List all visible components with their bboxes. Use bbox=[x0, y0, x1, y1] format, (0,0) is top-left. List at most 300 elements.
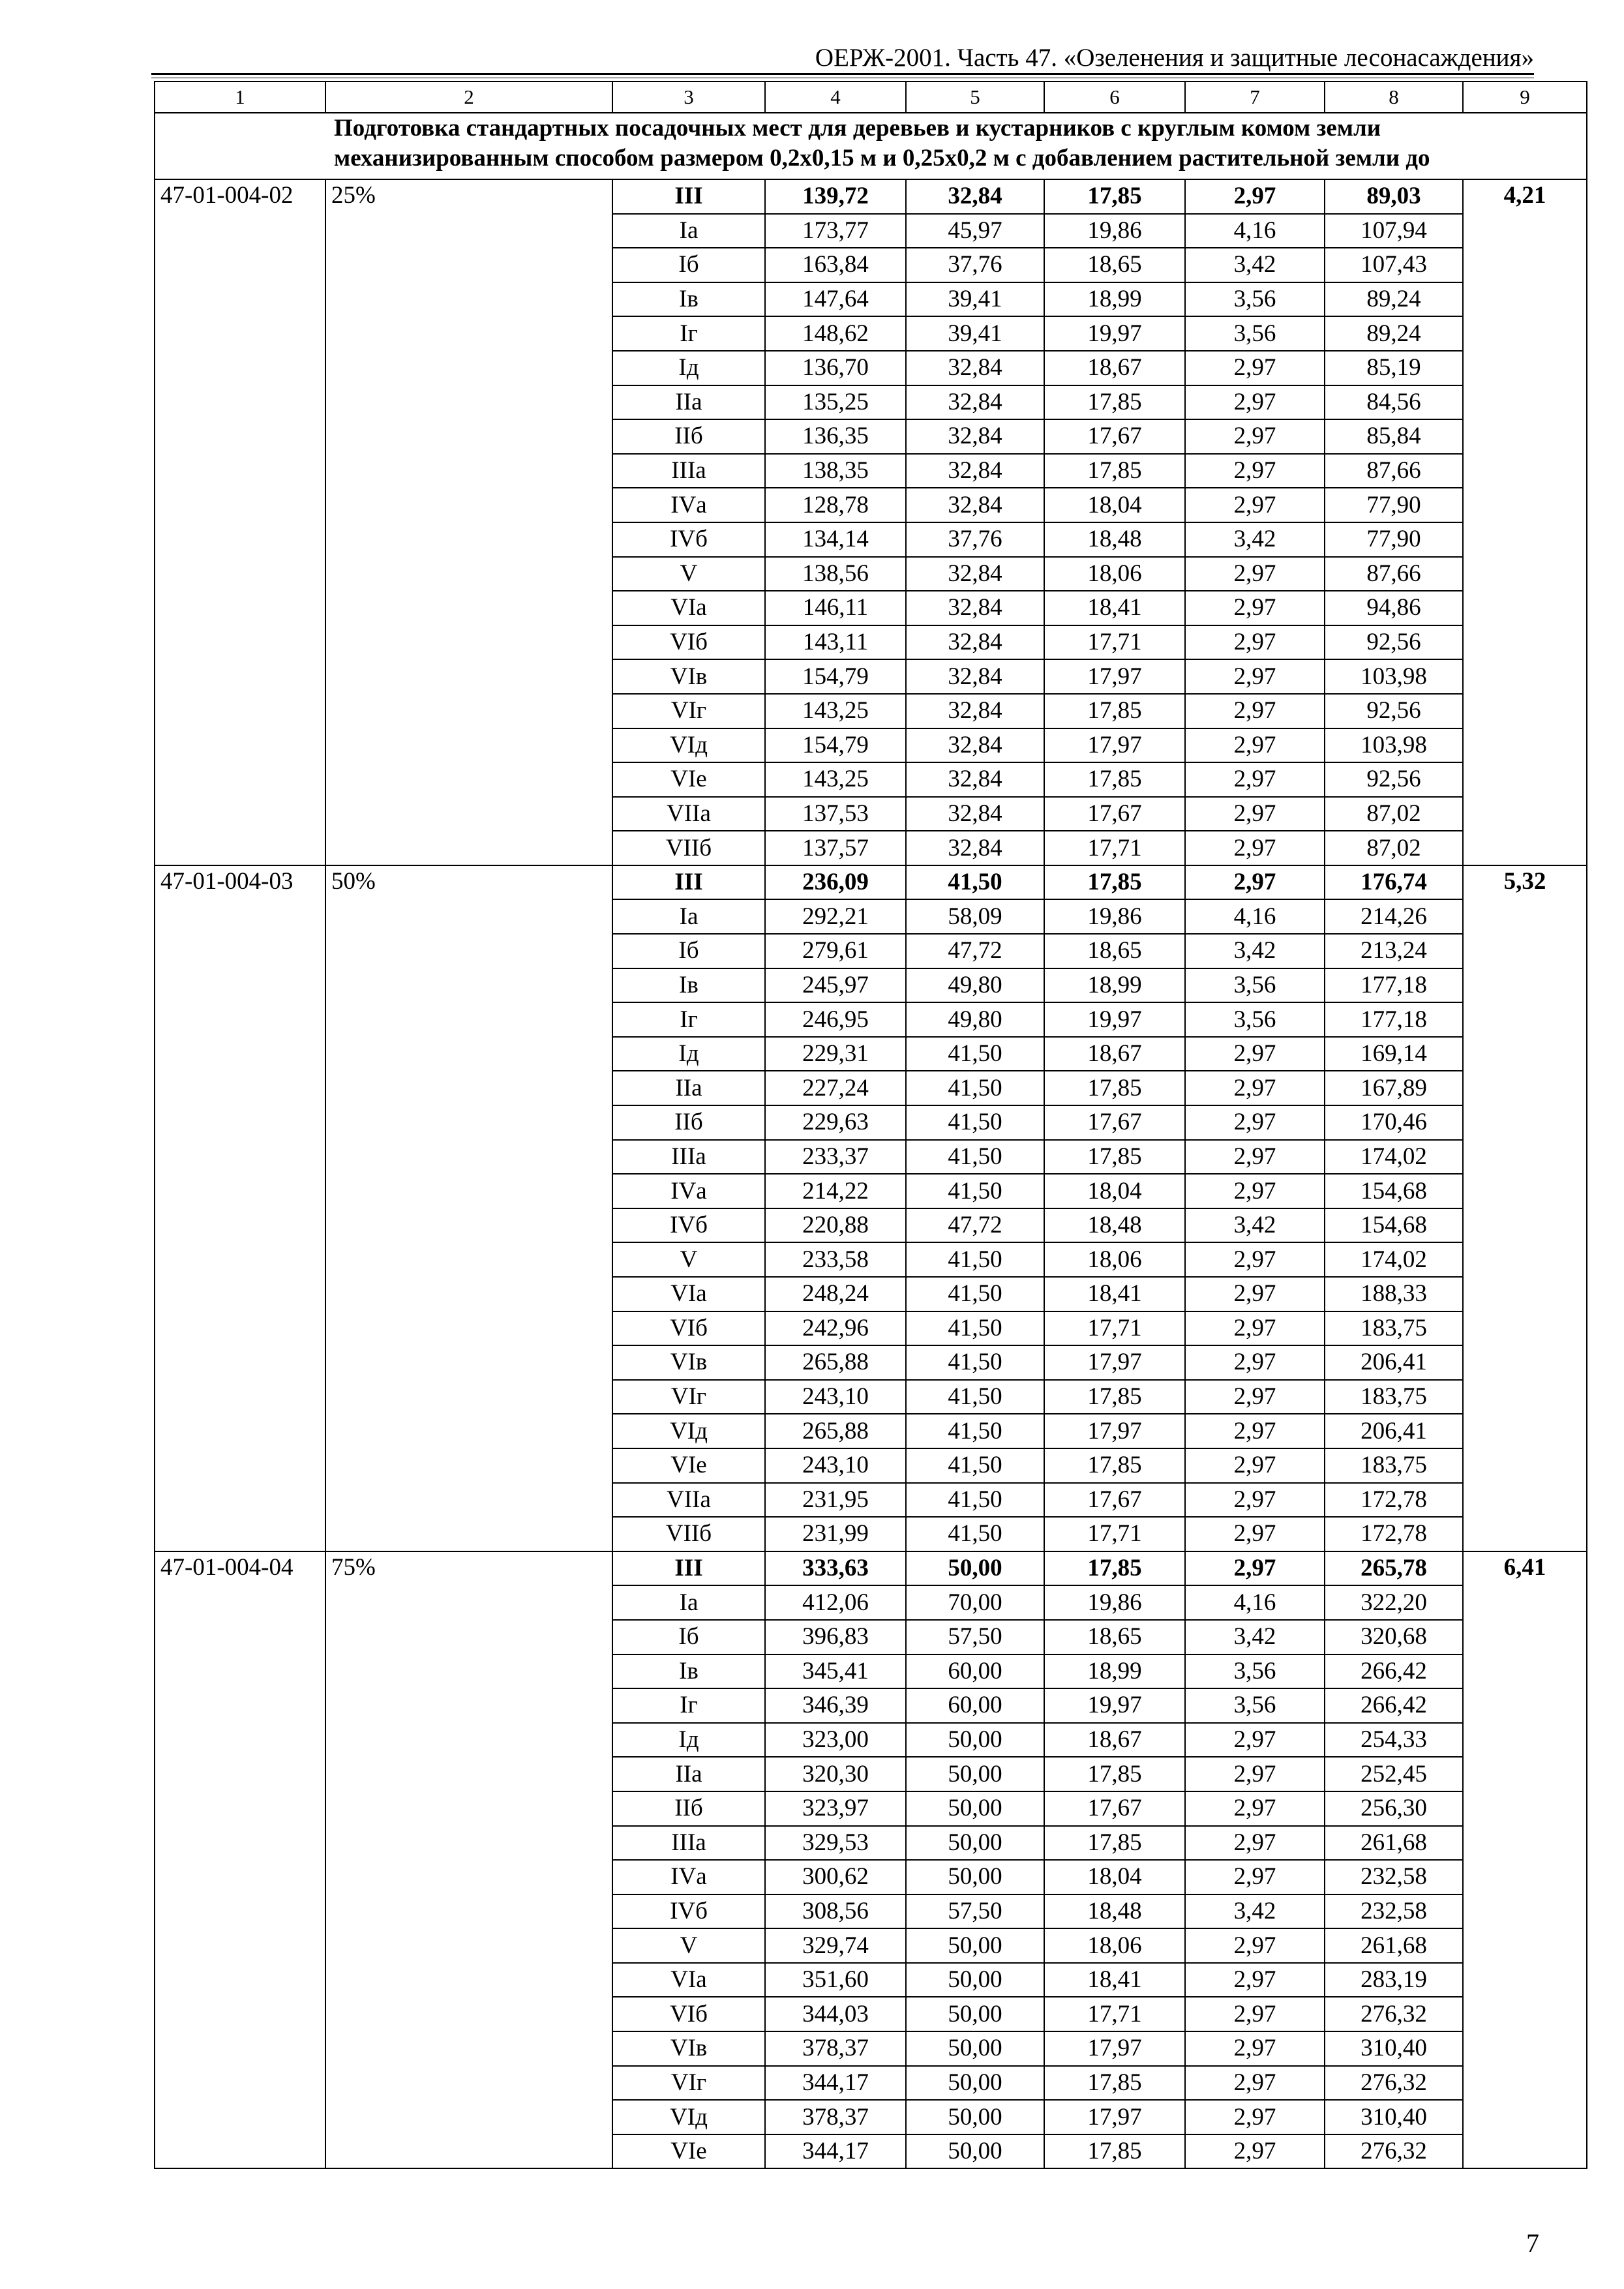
cost-value: 18,06 bbox=[1044, 557, 1185, 591]
cost-value: 39,41 bbox=[906, 282, 1044, 317]
cost-value: 261,68 bbox=[1325, 1928, 1463, 1963]
cost-value: 2,97 bbox=[1185, 557, 1325, 591]
cost-value: 412,06 bbox=[765, 1585, 906, 1620]
cost-value: 243,10 bbox=[765, 1448, 906, 1483]
cost-value: 2,97 bbox=[1185, 1140, 1325, 1174]
cost-value: 87,66 bbox=[1325, 557, 1463, 591]
cost-value: 163,84 bbox=[765, 248, 906, 282]
cost-value: 232,58 bbox=[1325, 1860, 1463, 1894]
page-header: ОЕРЖ-2001. Часть 47. «Озеленения и защитные лесонасаждения» bbox=[815, 44, 1534, 72]
cost-value: 206,41 bbox=[1325, 1414, 1463, 1448]
labor-total: 4,21 bbox=[1463, 179, 1587, 865]
cost-value: 17,67 bbox=[1044, 797, 1185, 831]
cost-value: 58,09 bbox=[906, 899, 1044, 934]
cost-value: 18,48 bbox=[1044, 1894, 1185, 1929]
cost-value: 2,97 bbox=[1185, 1345, 1325, 1380]
cost-value: 266,42 bbox=[1325, 1688, 1463, 1723]
zone-code: IIIа bbox=[612, 454, 765, 488]
zone-code: V bbox=[612, 1928, 765, 1963]
cost-value: 3,42 bbox=[1185, 1208, 1325, 1243]
cost-value: 2,97 bbox=[1185, 1448, 1325, 1483]
cost-value: 3,56 bbox=[1185, 282, 1325, 317]
cost-value: 279,61 bbox=[765, 934, 906, 968]
cost-value: 2,97 bbox=[1185, 1071, 1325, 1105]
zone-code: IVа bbox=[612, 488, 765, 522]
cost-value: 45,97 bbox=[906, 214, 1044, 248]
cost-value: 2,97 bbox=[1185, 694, 1325, 728]
cost-value: 276,32 bbox=[1325, 1997, 1463, 2031]
cost-value: 57,50 bbox=[906, 1894, 1044, 1929]
cost-value: 19,97 bbox=[1044, 1002, 1185, 1037]
cost-value: 17,85 bbox=[1044, 2134, 1185, 2169]
cost-value: 41,50 bbox=[906, 1174, 1044, 1208]
cost-value: 47,72 bbox=[906, 934, 1044, 968]
cost-value: 2,97 bbox=[1185, 351, 1325, 385]
cost-value: 3,56 bbox=[1185, 1688, 1325, 1723]
cost-value: 17,85 bbox=[1044, 1380, 1185, 1414]
cost-value: 57,50 bbox=[906, 1620, 1044, 1654]
soil-percent: 25% bbox=[325, 179, 612, 865]
cost-value: 254,33 bbox=[1325, 1723, 1463, 1758]
cost-value: 256,30 bbox=[1325, 1791, 1463, 1826]
cost-value: 87,02 bbox=[1325, 831, 1463, 865]
zone-code: VIа bbox=[612, 591, 765, 625]
cost-value: 243,10 bbox=[765, 1380, 906, 1414]
cost-value: 323,97 bbox=[765, 1791, 906, 1826]
cost-value: 41,50 bbox=[906, 1517, 1044, 1551]
zone-code: VIе bbox=[612, 762, 765, 797]
zone-code: Iв bbox=[612, 282, 765, 317]
cost-value: 2,97 bbox=[1185, 1757, 1325, 1791]
cost-value: 17,71 bbox=[1044, 831, 1185, 865]
cost-value: 41,50 bbox=[906, 1448, 1044, 1483]
zone-code: Iг bbox=[612, 316, 765, 351]
cost-value: 50,00 bbox=[906, 1997, 1044, 2031]
cost-value: 41,50 bbox=[906, 1380, 1044, 1414]
cost-value: 39,41 bbox=[906, 316, 1044, 351]
cost-value: 154,68 bbox=[1325, 1208, 1463, 1243]
cost-value: 41,50 bbox=[906, 1071, 1044, 1105]
cost-value: 170,46 bbox=[1325, 1105, 1463, 1140]
cost-value: 2,97 bbox=[1185, 419, 1325, 454]
cost-value: 41,50 bbox=[906, 1140, 1044, 1174]
zone-code: III bbox=[612, 179, 765, 214]
cost-value: 2,97 bbox=[1185, 1277, 1325, 1311]
zone-code: VIг bbox=[612, 1380, 765, 1414]
cost-value: 2,97 bbox=[1185, 591, 1325, 625]
cost-value: 32,84 bbox=[906, 659, 1044, 694]
cost-value: 92,56 bbox=[1325, 625, 1463, 660]
cost-value: 2,97 bbox=[1185, 1105, 1325, 1140]
soil-percent: 75% bbox=[325, 1551, 612, 2169]
cost-value: 344,17 bbox=[765, 2134, 906, 2169]
cost-value: 2,97 bbox=[1185, 454, 1325, 488]
cost-value: 41,50 bbox=[906, 1483, 1044, 1518]
cost-value: 2,97 bbox=[1185, 1037, 1325, 1071]
cost-value: 89,24 bbox=[1325, 282, 1463, 317]
cost-value: 50,00 bbox=[906, 1723, 1044, 1758]
cost-value: 220,88 bbox=[765, 1208, 906, 1243]
zone-code: VIд bbox=[612, 1414, 765, 1448]
page-number: 7 bbox=[1526, 2228, 1539, 2258]
cost-value: 32,84 bbox=[906, 557, 1044, 591]
cost-value: 17,67 bbox=[1044, 1105, 1185, 1140]
zone-code: Iб bbox=[612, 1620, 765, 1654]
zone-code: VIе bbox=[612, 2134, 765, 2169]
cost-value: 32,84 bbox=[906, 351, 1044, 385]
column-number-row bbox=[155, 82, 1587, 113]
cost-value: 41,50 bbox=[906, 1037, 1044, 1071]
cost-value: 17,97 bbox=[1044, 2100, 1185, 2134]
cost-value: 396,83 bbox=[765, 1620, 906, 1654]
cost-value: 84,56 bbox=[1325, 385, 1463, 420]
cost-value: 2,97 bbox=[1185, 1997, 1325, 2031]
cost-value: 18,06 bbox=[1044, 1928, 1185, 1963]
cost-value: 32,84 bbox=[906, 454, 1044, 488]
cost-value: 2,97 bbox=[1185, 1551, 1325, 1586]
cost-value: 18,04 bbox=[1044, 488, 1185, 522]
cost-value: 143,25 bbox=[765, 762, 906, 797]
cost-value: 2,97 bbox=[1185, 831, 1325, 865]
cost-value: 89,24 bbox=[1325, 316, 1463, 351]
zone-code: Iд bbox=[612, 351, 765, 385]
cost-value: 2,97 bbox=[1185, 625, 1325, 660]
cost-value: 89,03 bbox=[1325, 179, 1463, 214]
cost-value: 2,97 bbox=[1185, 728, 1325, 763]
cost-value: 32,84 bbox=[906, 419, 1044, 454]
labor-total: 5,32 bbox=[1463, 865, 1587, 1551]
cost-value: 17,97 bbox=[1044, 728, 1185, 763]
cost-value: 233,37 bbox=[765, 1140, 906, 1174]
cost-value: 18,99 bbox=[1044, 282, 1185, 317]
cost-value: 70,00 bbox=[906, 1585, 1044, 1620]
cost-value: 17,85 bbox=[1044, 179, 1185, 214]
cost-value: 232,58 bbox=[1325, 1894, 1463, 1929]
column-number: 5 bbox=[906, 82, 1044, 113]
zone-code: Iг bbox=[612, 1688, 765, 1723]
cost-value: 265,88 bbox=[765, 1414, 906, 1448]
column-number: 3 bbox=[612, 82, 765, 113]
cost-value: 3,42 bbox=[1185, 522, 1325, 557]
cost-value: 137,53 bbox=[765, 797, 906, 831]
cost-value: 85,19 bbox=[1325, 351, 1463, 385]
cost-value: 17,97 bbox=[1044, 2031, 1185, 2066]
cost-value: 172,78 bbox=[1325, 1517, 1463, 1551]
cost-value: 32,84 bbox=[906, 728, 1044, 763]
section-title-row bbox=[155, 113, 1587, 179]
cost-value: 3,56 bbox=[1185, 968, 1325, 1003]
zone-code: Iб bbox=[612, 248, 765, 282]
cost-value: 17,85 bbox=[1044, 1448, 1185, 1483]
cost-value: 17,97 bbox=[1044, 1345, 1185, 1380]
table-row bbox=[155, 865, 1587, 900]
zone-code: IIIа bbox=[612, 1140, 765, 1174]
zone-code: VIб bbox=[612, 1997, 765, 2031]
cost-value: 266,42 bbox=[1325, 1654, 1463, 1689]
zone-code: IIб bbox=[612, 1105, 765, 1140]
cost-value: 346,39 bbox=[765, 1688, 906, 1723]
cost-value: 3,56 bbox=[1185, 316, 1325, 351]
header-rule bbox=[151, 73, 1534, 75]
norms-table bbox=[154, 81, 1587, 2169]
cost-value: 3,42 bbox=[1185, 248, 1325, 282]
cost-value: 177,18 bbox=[1325, 1002, 1463, 1037]
cost-value: 310,40 bbox=[1325, 2100, 1463, 2134]
cost-value: 47,72 bbox=[906, 1208, 1044, 1243]
cost-value: 3,42 bbox=[1185, 1620, 1325, 1654]
cost-value: 236,09 bbox=[765, 865, 906, 900]
cost-value: 103,98 bbox=[1325, 659, 1463, 694]
column-number: 6 bbox=[1044, 82, 1185, 113]
cost-value: 18,41 bbox=[1044, 591, 1185, 625]
cost-value: 265,88 bbox=[765, 1345, 906, 1380]
cost-value: 229,31 bbox=[765, 1037, 906, 1071]
cost-value: 276,32 bbox=[1325, 2134, 1463, 2169]
zone-code: VIг bbox=[612, 2066, 765, 2101]
cost-value: 17,71 bbox=[1044, 1311, 1185, 1346]
cost-value: 344,17 bbox=[765, 2066, 906, 2101]
cost-value: 17,67 bbox=[1044, 1483, 1185, 1518]
cost-value: 3,56 bbox=[1185, 1654, 1325, 1689]
cost-value: 322,20 bbox=[1325, 1585, 1463, 1620]
cost-value: 233,58 bbox=[765, 1242, 906, 1277]
cost-value: 265,78 bbox=[1325, 1551, 1463, 1586]
cost-value: 50,00 bbox=[906, 1757, 1044, 1791]
rate-code: 47-01-004-02 bbox=[155, 179, 325, 865]
cost-value: 146,11 bbox=[765, 591, 906, 625]
cost-value: 18,48 bbox=[1044, 522, 1185, 557]
cost-value: 50,00 bbox=[906, 2066, 1044, 2101]
cost-value: 147,64 bbox=[765, 282, 906, 317]
cost-value: 87,02 bbox=[1325, 797, 1463, 831]
cost-value: 137,57 bbox=[765, 831, 906, 865]
cost-value: 41,50 bbox=[906, 1277, 1044, 1311]
cost-value: 173,77 bbox=[765, 214, 906, 248]
cost-value: 77,90 bbox=[1325, 488, 1463, 522]
cost-value: 2,97 bbox=[1185, 1414, 1325, 1448]
column-number: 7 bbox=[1185, 82, 1325, 113]
cost-value: 3,42 bbox=[1185, 934, 1325, 968]
zone-code: IIб bbox=[612, 1791, 765, 1826]
cost-value: 60,00 bbox=[906, 1688, 1044, 1723]
cost-value: 94,86 bbox=[1325, 591, 1463, 625]
cost-value: 19,86 bbox=[1044, 1585, 1185, 1620]
cost-value: 276,32 bbox=[1325, 2066, 1463, 2101]
zone-code: VIв bbox=[612, 659, 765, 694]
cost-value: 32,84 bbox=[906, 179, 1044, 214]
cost-value: 18,04 bbox=[1044, 1860, 1185, 1894]
cost-value: 2,97 bbox=[1185, 762, 1325, 797]
cost-value: 154,79 bbox=[765, 728, 906, 763]
cost-value: 37,76 bbox=[906, 522, 1044, 557]
cost-value: 183,75 bbox=[1325, 1311, 1463, 1346]
cost-value: 18,65 bbox=[1044, 248, 1185, 282]
cost-value: 283,19 bbox=[1325, 1963, 1463, 1997]
cost-value: 345,41 bbox=[765, 1654, 906, 1689]
cost-value: 17,85 bbox=[1044, 1551, 1185, 1586]
cost-value: 17,97 bbox=[1044, 1414, 1185, 1448]
cost-value: 18,41 bbox=[1044, 1277, 1185, 1311]
zone-code: VIг bbox=[612, 694, 765, 728]
cost-value: 17,67 bbox=[1044, 419, 1185, 454]
cost-value: 2,97 bbox=[1185, 1174, 1325, 1208]
cost-value: 50,00 bbox=[906, 1826, 1044, 1861]
soil-percent: 50% bbox=[325, 865, 612, 1551]
cost-value: 17,71 bbox=[1044, 1997, 1185, 2031]
cost-value: 245,97 bbox=[765, 968, 906, 1003]
section-title: Подготовка стандартных посадочных мест для деревьев и кустарников с круглым комом земли механизированным способом размером 0,2х0,15 м и 0,25х0,2 м с добавлением растительной земли до bbox=[155, 113, 1587, 179]
cost-value: 19,86 bbox=[1044, 214, 1185, 248]
cost-value: 2,97 bbox=[1185, 1380, 1325, 1414]
cost-value: 50,00 bbox=[906, 1928, 1044, 1963]
cost-value: 17,85 bbox=[1044, 694, 1185, 728]
cost-value: 41,50 bbox=[906, 1345, 1044, 1380]
cost-value: 103,98 bbox=[1325, 728, 1463, 763]
cost-value: 2,97 bbox=[1185, 488, 1325, 522]
cost-value: 17,71 bbox=[1044, 1517, 1185, 1551]
cost-value: 41,50 bbox=[906, 1242, 1044, 1277]
cost-value: 172,78 bbox=[1325, 1483, 1463, 1518]
cost-value: 206,41 bbox=[1325, 1345, 1463, 1380]
zone-code: VIв bbox=[612, 1345, 765, 1380]
cost-value: 18,67 bbox=[1044, 351, 1185, 385]
cost-value: 2,97 bbox=[1185, 2134, 1325, 2169]
zone-code: VIб bbox=[612, 625, 765, 660]
cost-value: 32,84 bbox=[906, 831, 1044, 865]
zone-code: VIв bbox=[612, 2031, 765, 2066]
cost-value: 246,95 bbox=[765, 1002, 906, 1037]
cost-value: 18,67 bbox=[1044, 1723, 1185, 1758]
cost-value: 261,68 bbox=[1325, 1826, 1463, 1861]
cost-value: 378,37 bbox=[765, 2100, 906, 2134]
cost-value: 134,14 bbox=[765, 522, 906, 557]
cost-value: 17,85 bbox=[1044, 865, 1185, 900]
zone-code: IVа bbox=[612, 1860, 765, 1894]
cost-value: 2,97 bbox=[1185, 797, 1325, 831]
zone-code: IVб bbox=[612, 1208, 765, 1243]
cost-value: 231,95 bbox=[765, 1483, 906, 1518]
cost-value: 41,50 bbox=[906, 1414, 1044, 1448]
cost-value: 183,75 bbox=[1325, 1380, 1463, 1414]
cost-value: 320,30 bbox=[765, 1757, 906, 1791]
cost-value: 50,00 bbox=[906, 2134, 1044, 2169]
cost-value: 50,00 bbox=[906, 1860, 1044, 1894]
cost-value: 49,80 bbox=[906, 1002, 1044, 1037]
column-number: 2 bbox=[325, 82, 612, 113]
cost-value: 2,97 bbox=[1185, 2031, 1325, 2066]
cost-value: 3,42 bbox=[1185, 1894, 1325, 1929]
cost-value: 4,16 bbox=[1185, 899, 1325, 934]
cost-value: 344,03 bbox=[765, 1997, 906, 2031]
cost-value: 50,00 bbox=[906, 1963, 1044, 1997]
cost-value: 2,97 bbox=[1185, 1517, 1325, 1551]
zone-code: Iв bbox=[612, 1654, 765, 1689]
cost-value: 154,68 bbox=[1325, 1174, 1463, 1208]
cost-value: 174,02 bbox=[1325, 1140, 1463, 1174]
cost-value: 292,21 bbox=[765, 899, 906, 934]
cost-value: 176,74 bbox=[1325, 865, 1463, 900]
cost-value: 2,97 bbox=[1185, 1483, 1325, 1518]
cost-value: 41,50 bbox=[906, 1311, 1044, 1346]
zone-code: III bbox=[612, 1551, 765, 1586]
cost-value: 213,24 bbox=[1325, 934, 1463, 968]
cost-value: 32,84 bbox=[906, 488, 1044, 522]
zone-code: VIа bbox=[612, 1277, 765, 1311]
cost-value: 41,50 bbox=[906, 865, 1044, 900]
cost-value: 49,80 bbox=[906, 968, 1044, 1003]
cost-value: 2,97 bbox=[1185, 1791, 1325, 1826]
cost-value: 329,53 bbox=[765, 1826, 906, 1861]
zone-code: Iв bbox=[612, 968, 765, 1003]
cost-value: 85,84 bbox=[1325, 419, 1463, 454]
cost-value: 18,99 bbox=[1044, 968, 1185, 1003]
zone-code: VIд bbox=[612, 2100, 765, 2134]
cost-value: 351,60 bbox=[765, 1963, 906, 1997]
cost-value: 32,84 bbox=[906, 591, 1044, 625]
cost-value: 2,97 bbox=[1185, 1928, 1325, 1963]
zone-code: Iг bbox=[612, 1002, 765, 1037]
cost-value: 18,06 bbox=[1044, 1242, 1185, 1277]
cost-value: 135,25 bbox=[765, 385, 906, 420]
cost-value: 107,43 bbox=[1325, 248, 1463, 282]
cost-value: 248,24 bbox=[765, 1277, 906, 1311]
cost-value: 107,94 bbox=[1325, 214, 1463, 248]
cost-value: 148,62 bbox=[765, 316, 906, 351]
zone-code: VIIб bbox=[612, 1517, 765, 1551]
cost-value: 138,35 bbox=[765, 454, 906, 488]
cost-value: 41,50 bbox=[906, 1105, 1044, 1140]
zone-code: VIа bbox=[612, 1963, 765, 1997]
zone-code: Iа bbox=[612, 1585, 765, 1620]
cost-value: 2,97 bbox=[1185, 1826, 1325, 1861]
cost-value: 2,97 bbox=[1185, 1860, 1325, 1894]
cost-value: 252,45 bbox=[1325, 1757, 1463, 1791]
cost-value: 3,56 bbox=[1185, 1002, 1325, 1037]
cost-value: 50,00 bbox=[906, 2031, 1044, 2066]
cost-value: 32,84 bbox=[906, 625, 1044, 660]
zone-code: III bbox=[612, 865, 765, 900]
cost-value: 183,75 bbox=[1325, 1448, 1463, 1483]
cost-value: 32,84 bbox=[906, 762, 1044, 797]
cost-value: 32,84 bbox=[906, 694, 1044, 728]
zone-code: Iа bbox=[612, 899, 765, 934]
cost-value: 167,89 bbox=[1325, 1071, 1463, 1105]
cost-value: 18,65 bbox=[1044, 1620, 1185, 1654]
cost-value: 323,00 bbox=[765, 1723, 906, 1758]
rate-code: 47-01-004-04 bbox=[155, 1551, 325, 2169]
cost-value: 17,97 bbox=[1044, 659, 1185, 694]
cost-value: 2,97 bbox=[1185, 179, 1325, 214]
cost-value: 32,84 bbox=[906, 385, 1044, 420]
cost-value: 143,25 bbox=[765, 694, 906, 728]
cost-value: 320,68 bbox=[1325, 1620, 1463, 1654]
zone-code: V bbox=[612, 557, 765, 591]
cost-value: 128,78 bbox=[765, 488, 906, 522]
cost-value: 18,41 bbox=[1044, 1963, 1185, 1997]
cost-value: 229,63 bbox=[765, 1105, 906, 1140]
cost-value: 154,79 bbox=[765, 659, 906, 694]
cost-value: 2,97 bbox=[1185, 385, 1325, 420]
cost-value: 138,56 bbox=[765, 557, 906, 591]
cost-value: 50,00 bbox=[906, 1791, 1044, 1826]
cost-value: 18,04 bbox=[1044, 1174, 1185, 1208]
cost-value: 18,99 bbox=[1044, 1654, 1185, 1689]
table-row bbox=[155, 179, 1587, 214]
column-number: 1 bbox=[155, 82, 325, 113]
cost-value: 214,22 bbox=[765, 1174, 906, 1208]
zone-code: VIе bbox=[612, 1448, 765, 1483]
cost-value: 4,16 bbox=[1185, 214, 1325, 248]
